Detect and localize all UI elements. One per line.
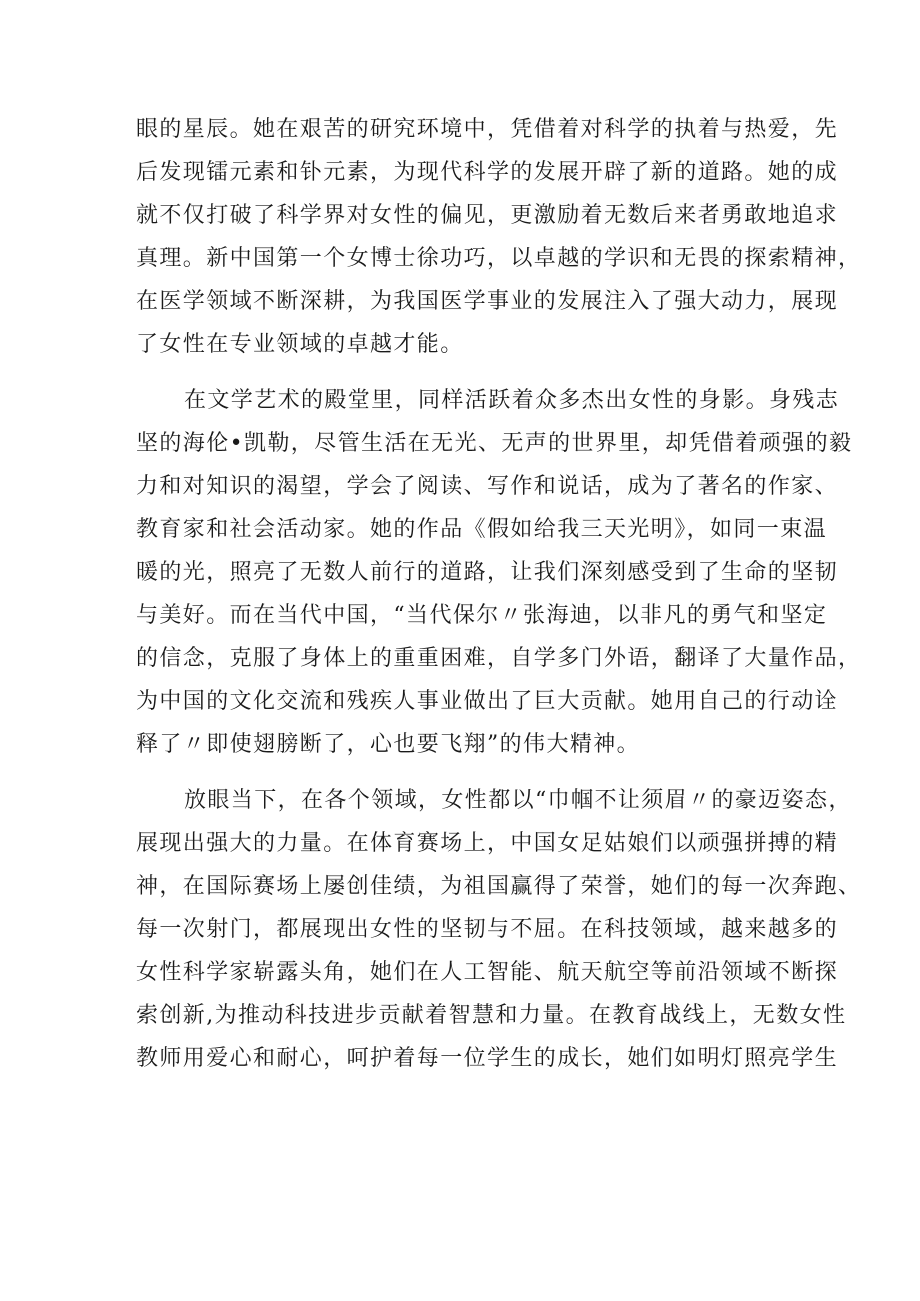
text-line: 力和对知识的渴望，学会了阅读、写作和说话，成为了著名的作家、 <box>136 474 839 499</box>
text-line-first: 在文学艺术的殿堂里，同样活跃着众多杰出女性的身影。身残志 <box>184 388 840 413</box>
text-line: 的信念，克服了身体上的重重困难，自学多门外语，翻译了大量作品， <box>136 646 862 671</box>
text-line: 就不仅打破了科学界对女性的偏见，更激励着无数后来者勇敢地追求 <box>136 203 839 228</box>
paragraph-2 <box>136 379 862 766</box>
text-line: 教育家和社会活动家。她的作品《假如给我三天光明》，如同一束温 <box>136 517 828 542</box>
paragraph-1 <box>136 108 862 366</box>
text-line: 暖的光，照亮了无数人前行的道路，让我们深刻感受到了生命的坚韧 <box>136 560 839 585</box>
text-line: 了女性在专业领域的卓越才能。 <box>136 332 464 357</box>
text-line: 每一次射门，都展现出女性的坚韧与不屈。在科技领域，越来越多的 <box>136 917 839 942</box>
article-body <box>136 108 862 1093</box>
text-line: 真理。新中国第一个女博士徐功巧，以卓越的学识和无畏的探索精神， <box>136 246 862 271</box>
text-line: 释了〃即使翅膀断了，心也要飞翔”的伟大精神。 <box>136 732 641 757</box>
text-line: 女性科学家崭露头角，她们在人工智能、航天航空等前沿领域不断探 <box>136 960 839 985</box>
text-line: 后发现镭元素和钋元素，为现代科学的发展开辟了新的道路。她的成 <box>136 160 839 185</box>
text-line: 坚的海伦•凯勒，尽管生活在无光、无声的世界里，却凭借着顽强的毅 <box>136 431 853 456</box>
text-line: 与美好。而在当代中国，“当代保尔〃张海迪，以非凡的勇气和坚定 <box>136 603 828 628</box>
text-line: 展现出强大的力量。在体育赛场上，中国女足姑娘们以顽强拼搏的精 <box>136 831 839 856</box>
text-line: 在医学领域不断深耕，为我国医学事业的发展注入了强大动力，展现 <box>136 289 839 314</box>
paragraph-3 <box>136 779 862 1080</box>
text-line: 眼的星辰。她在艰苦的研究环境中，凭借着对科学的执着与热爱，先 <box>136 117 839 142</box>
text-line: 教师用爱心和耐心，呵护着每一位学生的成长，她们如明灯照亮学生 <box>136 1046 839 1071</box>
text-line: 神，在国际赛场上屡创佳绩，为祖国赢得了荣誉，她们的每一次奔跑、 <box>136 874 862 899</box>
text-line-first: 放眼当下，在各个领域，女性都以“巾帼不让须眉〃的豪迈姿态， <box>184 788 852 813</box>
text-line: 为中国的文化交流和残疾人事业做出了巨大贡献。她用自己的行动诠 <box>136 689 839 714</box>
text-line: 索创新,为推动科技进步贡献着智慧和力量。在教育战线上，无数女性 <box>136 1003 847 1028</box>
